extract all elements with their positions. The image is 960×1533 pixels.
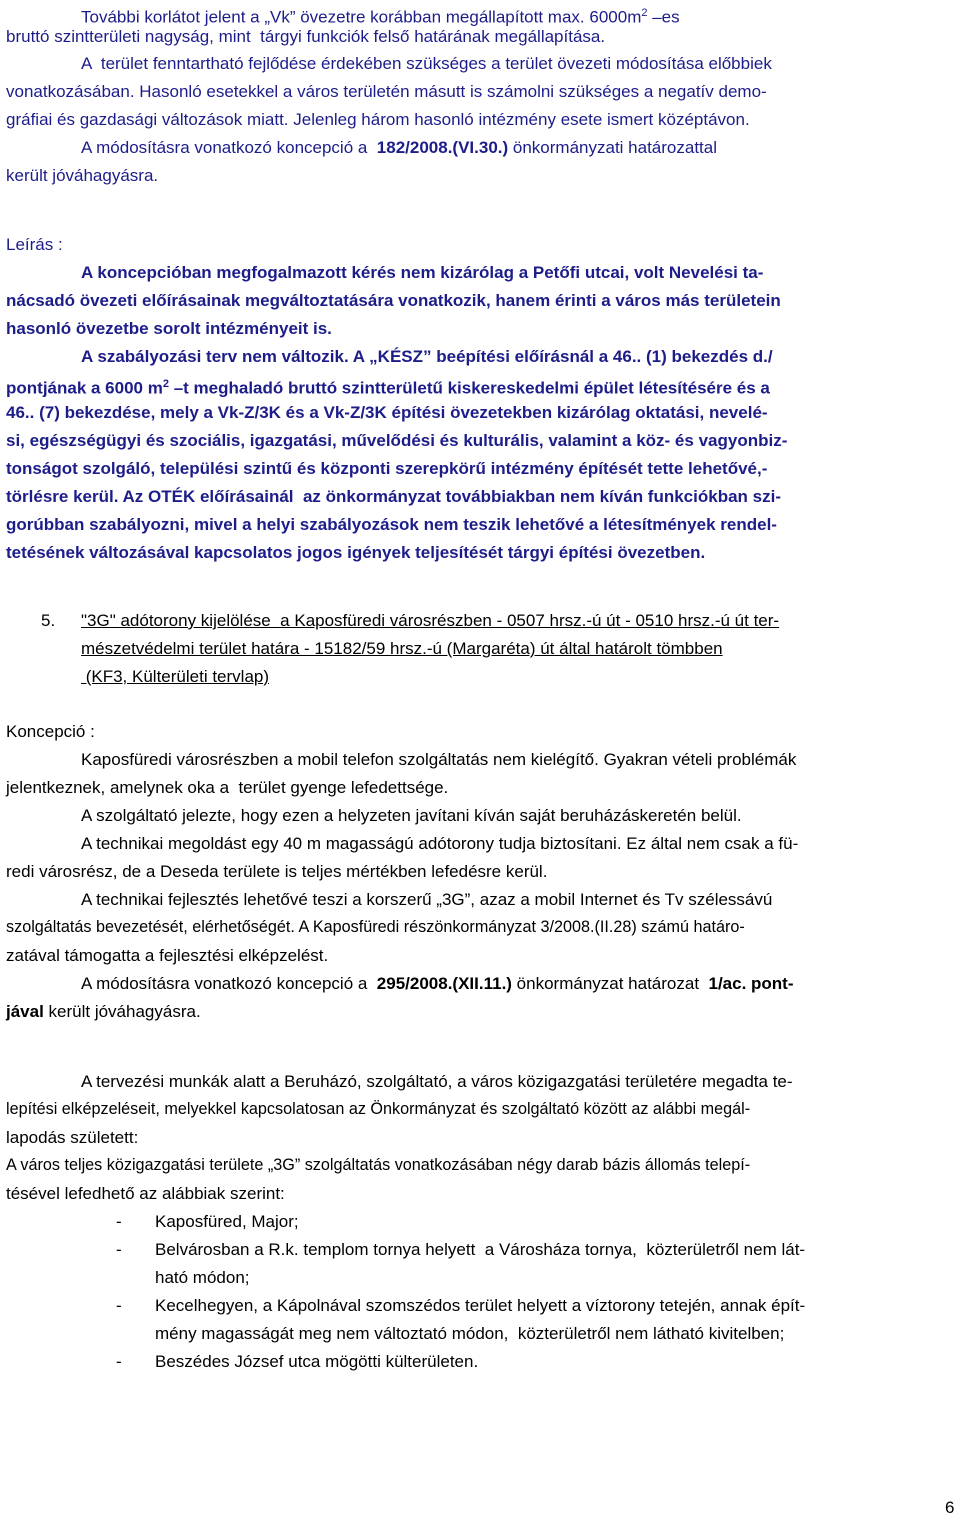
koncepcio-line-3: A szolgáltató jelezte, hogy ezen a helyzeten javítani kíván saját beruházáskeretén belül. <box>81 806 742 825</box>
leiras-line-4: A szabályozási terv nem változik. A „KÉSZ” beépítési előírásnál a 46.. (1) bekezdés d./ <box>81 347 773 366</box>
koncepcio-line-9: A módosításra vonatkozó koncepció a 295/2008.(XII.11.) önkormányzat határozat 1/ac. pont- <box>81 974 794 993</box>
item-5-title-line-2: mészetvédelmi terület határa - 15182/59 hrsz.-ú (Margaréta) út által határolt tömbben <box>81 639 723 658</box>
intro-line-1: További korlátot jelent a „Vk” övezetre korábban megállapított max. $6000m^2$ –es <box>81 7 680 27</box>
tervezes-line-3: lapodás született: <box>6 1128 139 1147</box>
intro-line-4: vonatkozásában. Hasonló esetekkel a város területén másutt is számolni szükséges a negatív demo- <box>6 82 767 101</box>
intro-line-2: bruttó szintterületi nagyság, mint tárgyi funkciók felső határának megállapítása. <box>6 27 606 46</box>
leiras-line-8: tonságot szolgáló, települési szintű és központi szerepkörű intézmény építését tette lehetővé,- <box>6 459 768 478</box>
list-dash: - <box>116 1240 122 1259</box>
koncepcio-line-4: A technikai megoldást egy 40 m magasságú adótorony tudja biztosítani. Ez által nem csak a fü- <box>81 834 799 853</box>
tervezes-line-5: tésével lefedhető az alábbiak szerint: <box>6 1184 285 1203</box>
intro-line-3: A terület fenntartható fejlődése érdekében szükséges a terület övezeti módosítása előbbiek <box>81 54 772 73</box>
list-dash: - <box>116 1296 122 1315</box>
list-item: Beszédes József utca mögötti külterületen. <box>155 1352 479 1371</box>
koncepcio-line-6: A technikai fejlesztés lehetővé teszi a korszerű „3G”, azaz a mobil Internet és Tv szélessávú <box>81 890 773 909</box>
leiras-line-7: si, egészségügyi és szociális, igazgatási, művelődési és kulturális, valamint a köz- és vagyonbiz- <box>6 431 788 450</box>
tervezes-line-4: A város teljes közigazgatási területe „3G” szolgáltatás vonatkozásában négy darab bázis állomás telepí- <box>6 1156 751 1174</box>
list-item-continuation: ható módon; <box>155 1268 250 1287</box>
leiras-line-9: törlésre kerül. Az OTÉK előírásainál az önkormányzat továbbiakban nem kíván funkciókban szi- <box>6 487 781 506</box>
leiras-line-5: pontjának a 6000 $m^2$ –t meghaladó bruttó szintterületű kiskereskedelmi épület létesítésére és a <box>6 378 770 398</box>
page-number: 6 <box>945 1498 955 1517</box>
list-dash: - <box>116 1352 122 1371</box>
leiras-line-3: hasonló övezetbe sorolt intézményeit is. <box>6 319 332 338</box>
koncepcio-line-2: jelentkeznek, amelynek oka a terület gyenge lefedettsége. <box>6 778 449 797</box>
leiras-heading: Leírás : <box>6 235 63 254</box>
intro-line-7: került jóváhagyásra. <box>6 166 159 185</box>
leiras-line-6: 46.. (7) bekezdése, mely a Vk-Z/3K és a Vk-Z/3K építési övezetekben kizárólag oktatási, nevelé- <box>6 403 768 422</box>
leiras-line-11: tetésének változásával kapcsolatos jogos igények teljesítését tárgyi építési övezetben. <box>6 543 706 562</box>
tervezes-line-2: lepítési elképzeléseit, melyekkel kapcsolatosan az Önkormányzat és szolgáltató között az alábbi megál- <box>6 1100 751 1118</box>
intro-line-6: A módosításra vonatkozó koncepció a 182/2008.(VI.30.) önkormányzati határozattal <box>81 138 718 157</box>
item-5-title-line-3: (KF3, Külterületi tervlap) <box>81 667 270 686</box>
intro-line-5: gráfiai és gazdasági változások miatt. Jelenleg három hasonló intézmény esete ismert középtávon. <box>6 110 750 129</box>
leiras-line-1: A koncepcióban megfogalmazott kérés nem kizárólag a Petőfi utcai, volt Nevelési ta- <box>81 263 764 282</box>
koncepcio-line-8: zatával támogatta a fejlesztési elképzelést. <box>6 946 329 965</box>
list-item: Kaposfüred, Major; <box>155 1212 299 1231</box>
tervezes-line-1: A tervezési munkák alatt a Beruházó, szolgáltató, a város közigazgatási területére megadta te- <box>81 1072 793 1091</box>
leiras-line-2: nácsadó övezeti előírásainak megváltoztatására vonatkozik, hanem érinti a város más területein <box>6 291 781 310</box>
item-5-title-line-1: "3G" adótorony kijelölése a Kaposfüredi városrészben - 0507 hrsz.-ú út - 0510 hrsz.-ú út ter- <box>81 611 780 630</box>
list-item-continuation: mény magasságát meg nem változtató módon, közterületről nem látható kivitelben; <box>155 1324 785 1343</box>
koncepcio-line-5: redi városrész, de a Deseda területe is teljes mértékben lefedésre kerül. <box>6 862 548 881</box>
koncepcio-line-10: jával került jóváhagyásra. <box>6 1002 201 1021</box>
list-dash: - <box>116 1212 122 1231</box>
list-item: Belvárosban a R.k. templom tornya helyett a Városháza tornya, közterületről nem lát- <box>155 1240 806 1259</box>
list-item: Kecelhegyen, a Kápolnával szomszédos terület helyett a víztorony tetején, annak épít- <box>155 1296 806 1315</box>
leiras-line-10: gorúbban szabályozni, mivel a helyi szabályozások nem teszik lehetővé a létesítmények rendel- <box>6 515 777 534</box>
koncepcio-line-7: szolgáltatás bevezetését, elérhetőségét. A Kaposfüredi részönkormányzat 3/2008.(II.28) számú határo- <box>6 918 745 936</box>
koncepcio-line-1: Kaposfüredi városrészben a mobil telefon szolgáltatás nem kielégítő. Gyakran vételi problémák <box>81 750 797 769</box>
item-5-number: 5. <box>41 611 56 630</box>
koncepcio-heading: Koncepció : <box>6 722 95 741</box>
